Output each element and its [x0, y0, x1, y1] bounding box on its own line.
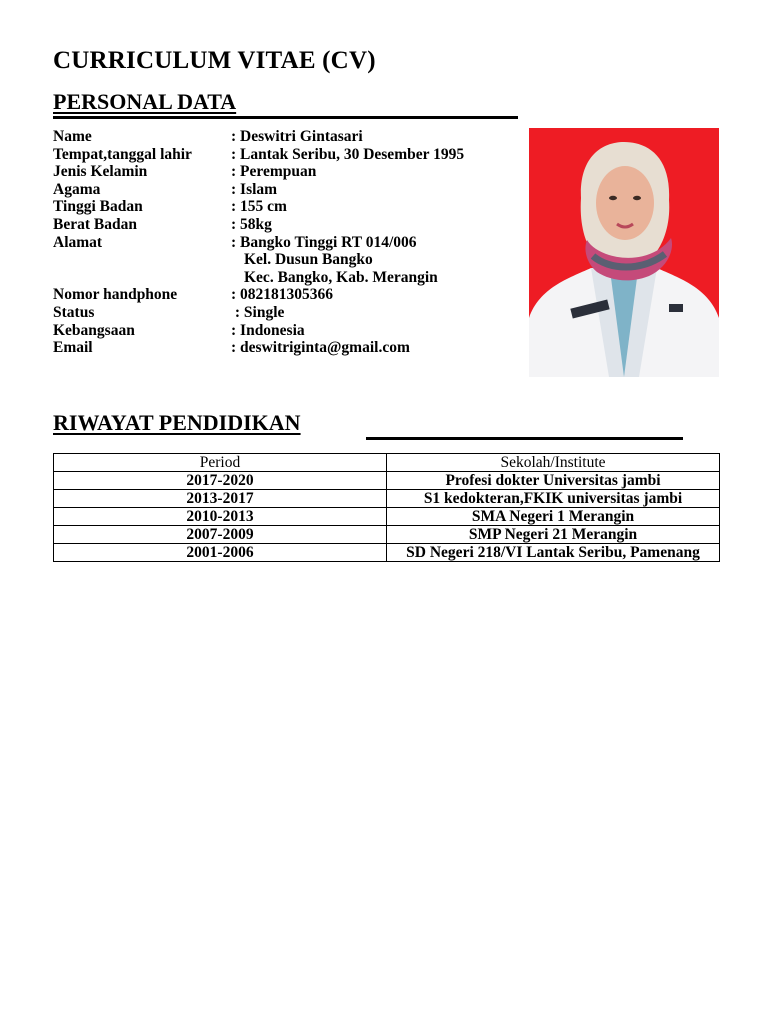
field-phone: Nomor handphone : 082181305366: [53, 286, 334, 304]
personal-data-list: [53, 128, 518, 357]
period-cell: 2010-2013: [54, 508, 387, 526]
field-height: Tinggi Badan : 155 cm: [53, 198, 287, 216]
address-line-3: Kec. Bangko, Kab. Merangin: [244, 268, 438, 286]
table-row: [54, 472, 720, 490]
education-rule: [366, 437, 683, 440]
school-cell: SMA Negeri 1 Merangin: [387, 508, 720, 526]
education-table: [53, 453, 720, 562]
column-header-period: Period: [54, 454, 387, 472]
table-row: [54, 526, 720, 544]
period-cell: 2007-2009: [54, 526, 387, 544]
education-heading: RIWAYAT PENDIDIKAN: [53, 410, 301, 435]
profile-photo: [529, 128, 719, 377]
field-address: Alamat : Bangko Tinggi RT 014/006: [53, 233, 417, 251]
table-row: [54, 508, 720, 526]
field-religion: Agama : Islam: [53, 180, 278, 198]
period-cell: 2001-2006: [54, 544, 387, 562]
field-gender: Jenis Kelamin : Perempuan: [53, 163, 317, 181]
field-birth: Tempat,tanggal lahir : Lantak Seribu, 30 Desember 1995: [53, 145, 465, 163]
field-status: Status : Single: [53, 303, 285, 321]
period-cell: 2017-2020: [54, 472, 387, 490]
school-cell: S1 kedokteran,FKIK universitas jambi: [387, 490, 720, 508]
table-row: [54, 490, 720, 508]
table-row: [54, 544, 720, 562]
field-nationality: Kebangsaan : Indonesia: [53, 321, 305, 339]
personal-data-rule: [53, 116, 518, 119]
portrait-illustration: [529, 128, 719, 377]
field-weight: Berat Badan : 58kg: [53, 215, 272, 233]
address-line-2: Kel. Dusun Bangko: [244, 251, 373, 269]
personal-data-heading: PERSONAL DATA: [53, 89, 237, 114]
column-header-school: Sekolah/Institute: [387, 454, 720, 472]
table-header-row: [54, 454, 720, 472]
period-cell: 2013-2017: [54, 490, 387, 508]
field-email: Email : deswitriginta@gmail.com: [53, 339, 410, 357]
field-name: Name : Deswitri Gintasari: [53, 128, 363, 145]
school-cell: SMP Negeri 21 Merangin: [387, 526, 720, 544]
school-cell: Profesi dokter Universitas jambi: [387, 472, 720, 490]
school-cell: SD Negeri 218/VI Lantak Seribu, Pamenang: [387, 544, 720, 562]
page-title: CURRICULUM VITAE (CV): [53, 47, 376, 74]
